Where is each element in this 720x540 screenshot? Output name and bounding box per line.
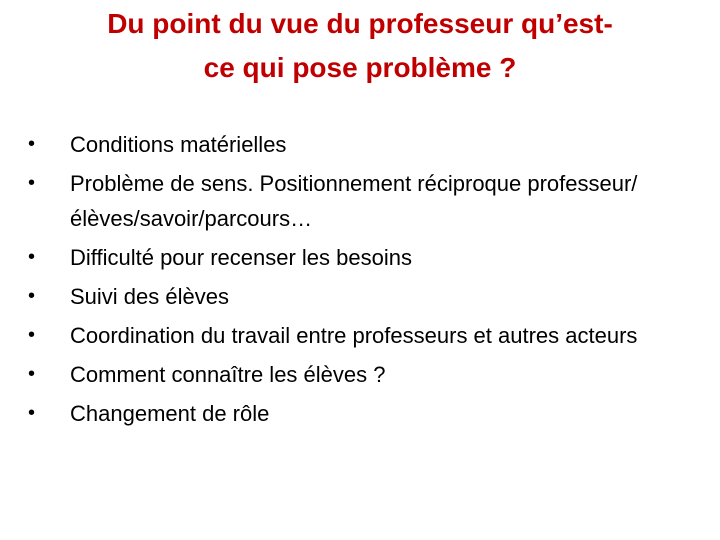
bullet-dot-icon: • bbox=[28, 363, 36, 385]
bullet-list bbox=[28, 127, 698, 435]
bullet-text: Problème de sens. Positionnement réciproque professeur/élèves/savoir/parcours… bbox=[70, 171, 638, 231]
bullet-item bbox=[28, 357, 698, 392]
bullet-text: Changement de rôle bbox=[70, 401, 270, 426]
bullet-text: Suivi des élèves bbox=[70, 284, 229, 309]
slide-title-line-2: ce qui pose problème ? bbox=[203, 52, 517, 83]
bullet-dot-icon: • bbox=[28, 133, 36, 155]
bullet-dot-icon: • bbox=[28, 285, 36, 307]
bullet-item bbox=[28, 127, 698, 162]
bullet-text: Conditions matérielles bbox=[70, 132, 287, 157]
bullet-item bbox=[28, 396, 698, 431]
bullet-item bbox=[28, 240, 698, 275]
bullet-dot-icon: • bbox=[28, 172, 36, 194]
bullet-text: Comment connaître les élèves ? bbox=[70, 362, 386, 387]
bullet-item bbox=[28, 279, 698, 314]
bullet-dot-icon: • bbox=[28, 402, 36, 424]
slide-title bbox=[20, 2, 700, 90]
bullet-text: Difficulté pour recenser les besoins bbox=[70, 245, 412, 270]
bullet-dot-icon: • bbox=[28, 246, 36, 268]
bullet-dot-icon: • bbox=[28, 324, 36, 346]
bullet-item bbox=[28, 166, 698, 236]
bullet-item bbox=[28, 318, 698, 353]
slide-title-line-1: Du point du vue du professeur qu’est- bbox=[107, 8, 613, 39]
bullet-text: Coordination du travail entre professeurs et autres acteurs bbox=[70, 323, 638, 348]
